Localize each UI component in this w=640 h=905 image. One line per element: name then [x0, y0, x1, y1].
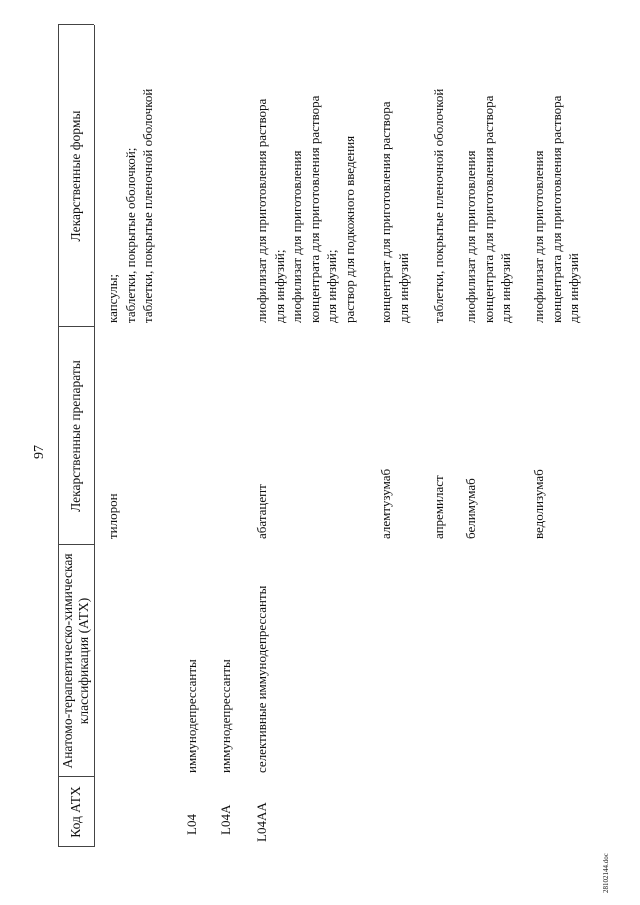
- drug-name: апремиласт: [431, 475, 446, 539]
- header-drugs: Лекарственные препараты: [68, 360, 83, 512]
- atc-name: селективные иммунодепрессанты: [254, 585, 269, 773]
- drug-forms: лиофилизат для приготовления концентрата для приготовления раствора для инфузий: [531, 95, 581, 323]
- drug-name: белимумаб: [463, 478, 478, 539]
- header-classification: Анатомо-терапевтическо-химическая классификация (АТХ): [60, 553, 91, 769]
- drug-name: ведолизумаб: [531, 469, 546, 539]
- drug-forms: таблетки, покрытые пленочной оболочкой: [431, 88, 446, 323]
- drug-forms: лиофилизат для приготовления раствора для инфузий; лиофилизат для приготовления концентрата для приготовления раствора для инфузий; раствор для подкожного введения: [254, 95, 357, 323]
- atc-name: иммунодепрессанты: [218, 659, 233, 773]
- page-number: 97: [32, 445, 47, 459]
- atc-code: L04A: [218, 804, 233, 835]
- header-forms: Лекарственные формы: [68, 110, 83, 242]
- header-code: Код АТХ: [68, 786, 83, 838]
- atc-code: L04AA: [254, 802, 269, 842]
- atc-code: L04: [184, 814, 199, 835]
- drug-forms: лиофилизат для приготовления концентрата для приготовления раствора для инфузий: [463, 95, 513, 323]
- header-bottom-border: [94, 25, 95, 847]
- drug-name: абатацепт: [254, 484, 269, 539]
- drug-name: алемтузумаб: [378, 468, 393, 539]
- drug-name: тилорон: [105, 493, 120, 539]
- document-footer: 28102144.doc: [602, 853, 610, 893]
- drug-forms: капсулы; таблетки, покрытые оболочкой; таблетки, покрытые пленочной оболочкой: [105, 88, 155, 323]
- drug-forms: концентрат для приготовления раствора для инфузий: [378, 101, 411, 323]
- atc-name: иммунодепрессанты: [184, 659, 199, 773]
